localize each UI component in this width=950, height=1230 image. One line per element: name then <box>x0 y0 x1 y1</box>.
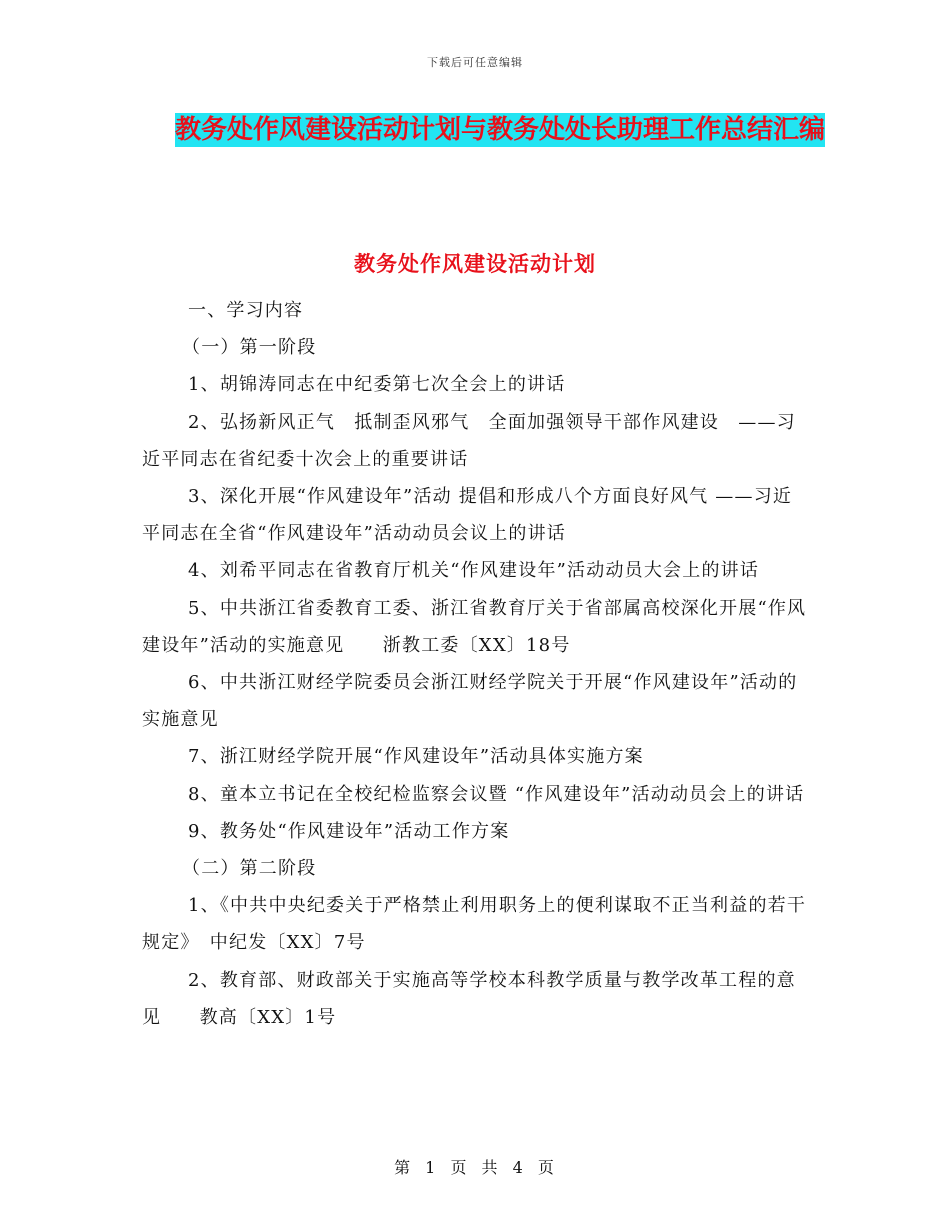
list-item: 1、胡锦涛同志在中纪委第七次全会上的讲话 <box>188 374 566 396</box>
section-title: 教务处作风建设活动计划 <box>354 252 596 276</box>
list-item: 8、童本立书记在全校纪检监察会议暨 “作风建设年”活动动员会上的讲话 <box>188 783 805 805</box>
stage-heading: （一）第一阶段 <box>182 337 317 359</box>
list-item: 5、中共浙江省委教育工委、浙江省教育厅关于省部属高校深化开展“作风建设年”活动的实施意见 浙教工委〔XX〕18号 <box>142 597 807 656</box>
list-item: 7、浙江财经学院开展“作风建设年”活动具体实施方案 <box>188 746 644 768</box>
document-title-text: 教务处作风建设活动计划与教务处处长助理工作总结汇编 <box>174 115 825 145</box>
list-item: 9、教务处“作风建设年”活动工作方案 <box>188 820 510 842</box>
stage-heading: （二）第二阶段 <box>182 858 317 880</box>
list-item: 4、刘希平同志在省教育厅机关“作风建设年”活动动员大会上的讲话 <box>188 560 760 582</box>
list-item: 2、弘扬新风正气 抵制歪风邪气 全面加强领导干部作风建设 ——习近平同志在省纪委十次会上的重要讲话 <box>142 411 796 470</box>
page-footer: 第 1 页 共 4 页 <box>394 1158 556 1177</box>
list-item: 2、教育部、财政部关于实施高等学校本科教学质量与教学改革工程的意见 教高〔XX〕1号 <box>142 969 796 1028</box>
document-body <box>142 292 810 1036</box>
section-heading: 一、学习内容 <box>188 300 304 321</box>
list-item: 6、中共浙江财经学院委员会浙江财经学院关于开展“作风建设年”活动的实施意见 <box>142 672 798 731</box>
header-note: 下载后可任意编辑 <box>427 56 523 69</box>
document-title <box>160 108 840 152</box>
list-item: 3、深化开展“作风建设年”活动 提倡和形成八个方面良好风气 ——习近平同志在全省“作风建设年”活动动员会议上的讲话 <box>142 486 793 545</box>
list-item: 1、《中共中央纪委关于严格禁止利用职务上的便利谋取不正当利益的若干规定》 中纪发〔XX〕7号 <box>142 895 807 954</box>
